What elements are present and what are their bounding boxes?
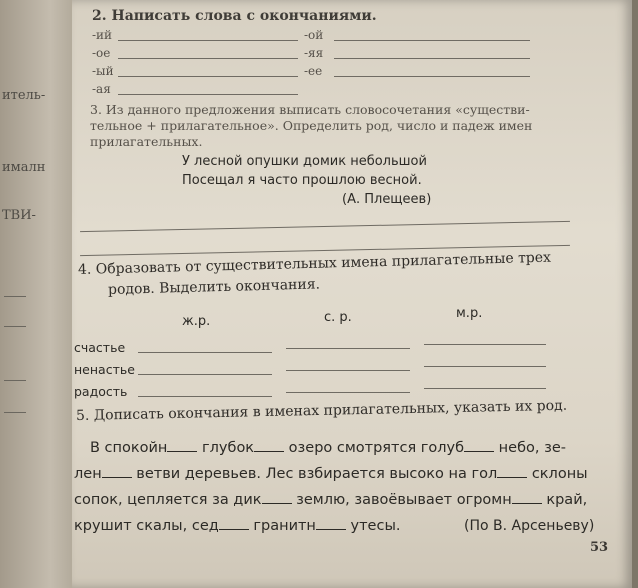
answer-line[interactable] xyxy=(286,392,410,393)
task3-heading-line2: тельное + прилагательное». Определить род, число и падеж имен xyxy=(90,118,533,133)
answer-line[interactable] xyxy=(286,370,410,371)
poem-line: Посещал я часто прошлою весной. xyxy=(182,173,422,188)
text-fragment: гранитн xyxy=(248,518,316,534)
ending-blank[interactable] xyxy=(262,489,292,504)
answer-line[interactable] xyxy=(80,221,570,232)
ending-blank[interactable] xyxy=(497,463,527,478)
task5-sentence-line xyxy=(74,463,588,482)
left-margin-line xyxy=(4,296,26,297)
task3-heading: 3. Из данного предложения выписать словосочетания «существи- xyxy=(90,102,530,117)
task4-heading-line2: родов. Выделить окончания. xyxy=(107,276,321,298)
noun-label: ненастье xyxy=(74,362,135,377)
ending-blank[interactable] xyxy=(512,489,542,504)
ending-blank[interactable] xyxy=(254,437,284,452)
poem-line: У лесной опушки домик небольшой xyxy=(182,154,427,169)
text-fragment: землю, завоёвывает огромн xyxy=(291,492,512,508)
ending-blank[interactable] xyxy=(219,515,249,530)
answer-line[interactable] xyxy=(424,366,546,367)
answer-line[interactable] xyxy=(138,374,272,375)
task4-heading: 4. Образовать от существительных имена прилагательные трех xyxy=(77,249,552,278)
task5-heading: 5. Дописать окончания в именах прилагательных, указать их род. xyxy=(75,397,568,424)
left-margin-line xyxy=(4,412,26,413)
poem-author: (А. Плещеев) xyxy=(342,192,432,207)
text-fragment: ветви деревьев. Лес взбирается высоко на гол xyxy=(131,466,498,482)
column-header-masculine: м.р. xyxy=(456,306,483,321)
left-margin-fragment: ТВИ- xyxy=(2,208,36,223)
ending-label: -ый xyxy=(92,64,114,78)
task2-heading: 2. Написать слова с окончаниями. xyxy=(92,8,377,24)
text-fragment: край, xyxy=(541,492,588,508)
text-fragment: В спокойн xyxy=(90,440,168,456)
column-header-neuter: с. р. xyxy=(324,310,352,325)
text-fragment: склоны xyxy=(527,466,588,482)
noun-label: счастье xyxy=(74,340,126,355)
ending-label: -ее xyxy=(304,64,323,78)
column-header-feminine: ж.р. xyxy=(182,314,211,329)
text-fragment: крушит скалы, сед xyxy=(74,518,219,534)
text-fragment: небо, зе- xyxy=(494,440,566,456)
ending-blank[interactable] xyxy=(102,463,132,478)
answer-line[interactable] xyxy=(334,58,530,59)
ending-blank[interactable] xyxy=(464,437,494,452)
text-source: (По В. Арсеньеву) xyxy=(464,518,595,534)
page-number: 53 xyxy=(590,540,609,555)
left-margin-fragment: ималн xyxy=(2,160,46,175)
task5-sentence-line xyxy=(74,489,587,508)
ending-label: -ий xyxy=(92,28,113,42)
answer-line[interactable] xyxy=(138,352,272,353)
answer-line[interactable] xyxy=(424,344,546,345)
ending-blank[interactable] xyxy=(316,515,346,530)
noun-label: радость xyxy=(74,384,128,399)
text-fragment: лен xyxy=(74,466,102,482)
text-fragment: глубок xyxy=(197,440,255,456)
text-fragment: утесы. xyxy=(345,518,401,534)
ending-label: -ой xyxy=(304,28,324,42)
answer-line[interactable] xyxy=(118,58,298,59)
workbook-page xyxy=(72,0,632,588)
left-margin-fragment: итель- xyxy=(2,88,46,103)
text-fragment: сопок, цепляется за дик xyxy=(74,492,262,508)
answer-line[interactable] xyxy=(334,76,530,77)
answer-line[interactable] xyxy=(118,40,298,41)
answer-line[interactable] xyxy=(118,94,298,95)
left-margin-line xyxy=(4,380,26,381)
left-page-edge xyxy=(0,0,72,588)
answer-line[interactable] xyxy=(424,388,546,389)
ending-label: -ое xyxy=(92,46,111,60)
ending-blank[interactable] xyxy=(167,437,197,452)
answer-line[interactable] xyxy=(334,40,530,41)
answer-line[interactable] xyxy=(118,76,298,77)
answer-line[interactable] xyxy=(286,348,410,349)
text-fragment: озеро смотрятся голуб xyxy=(284,440,465,456)
answer-line[interactable] xyxy=(138,396,272,397)
ending-label: -ая xyxy=(92,82,111,96)
ending-label: -яя xyxy=(304,46,324,60)
task5-sentence-line xyxy=(74,515,401,534)
task5-sentence-line xyxy=(90,437,566,456)
task3-heading-line3: прилагательных. xyxy=(90,134,203,149)
left-margin-line xyxy=(4,326,26,327)
